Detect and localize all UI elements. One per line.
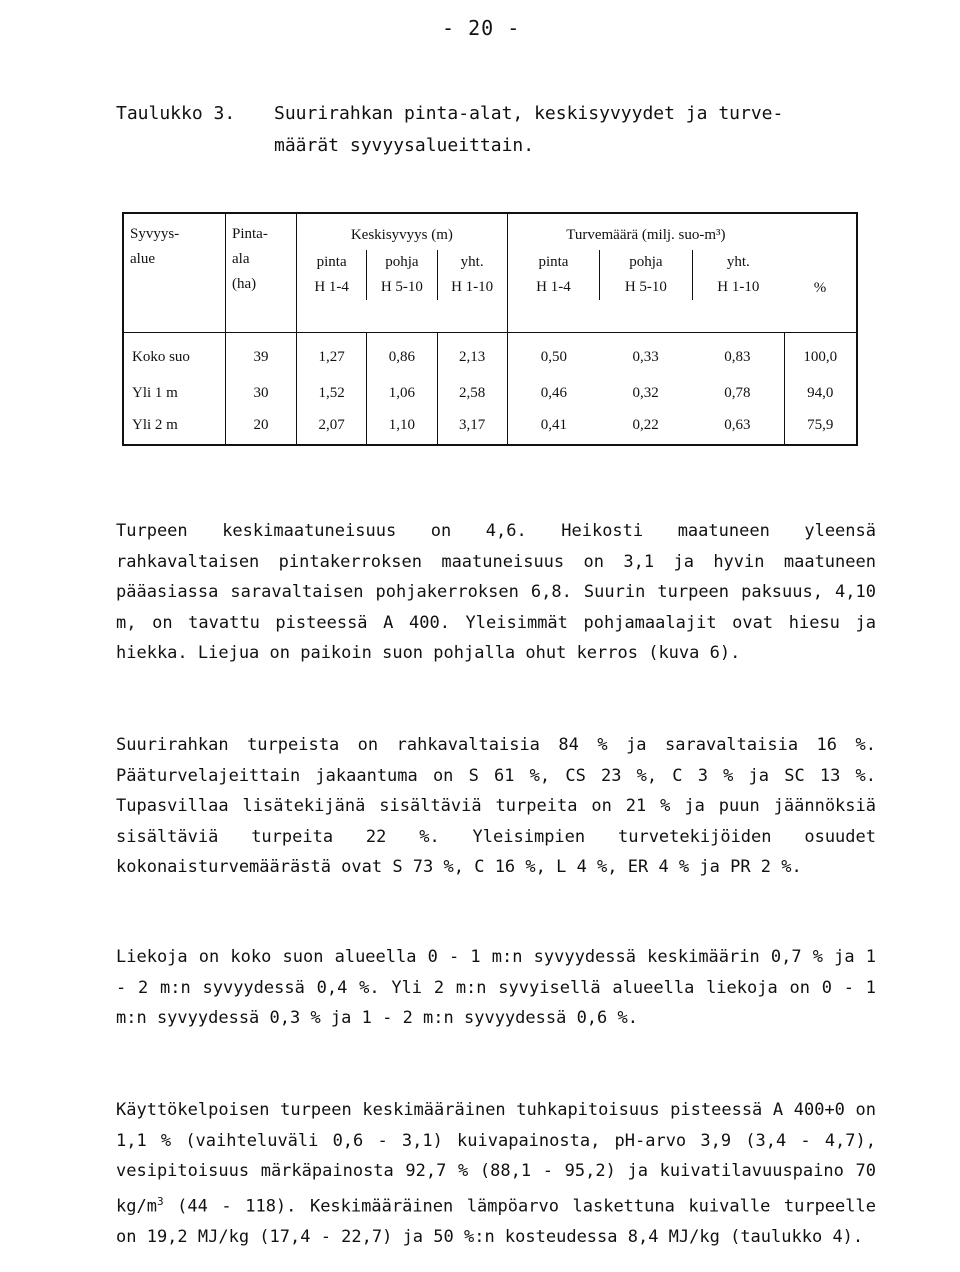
table-row	[123, 333, 857, 380]
table-caption	[116, 98, 783, 162]
properties-text-a: Käyttökelpoisen turpeen keskimääräinen tuhkapitoisuus pisteessä A 400+0 on 1,1 % (vaihteluväli 0,6 - 3,1) kuivapainosta, pH-arvo 3,9 (3,4 - 4,7), vesipitoisuus märkäpainosta 92,7 % (88,1 - 95,2) ja kuivatilavuuspaino 70 kg/m	[116, 1100, 876, 1217]
header-depth-group	[297, 213, 508, 332]
data-table	[122, 212, 858, 446]
paragraph-stumps: Liekoja on koko suon alueella 0 - 1 m:n syvyydessä keskimäärin 0,7 % ja 1 - 2 m:n syvyydessä 0,4 %. Yli 2 m:n syvyisellä alueella liekoja on 0 - 1 m:n syvyydessä 0,3 % ja 1 - 2 m:n syvyydessä 0,6 %.	[116, 947, 876, 1028]
row-label: Yli 1 m	[123, 379, 226, 411]
cell: 1,52	[297, 379, 367, 411]
cell: 2,07	[297, 411, 367, 445]
cell: 75,9	[807, 417, 834, 434]
cell: 0,46	[540, 385, 568, 402]
paragraph-properties	[116, 1095, 876, 1252]
cell: 0,22	[632, 417, 659, 434]
properties-text-b: (44 - 118). Keskimääräinen lämpöarvo laskettuna kuivalle turpeelle on 19,2 MJ/kg (17,4 - 22,7) ja 50 %:n kosteudessa 8,4 MJ/kg (taulukko 4).	[116, 1196, 876, 1247]
header-area-line-1: Syvyys-	[130, 226, 180, 242]
page-number: - 20 -	[442, 16, 521, 40]
row-label: Yli 2 m	[123, 411, 226, 445]
cell: 0,83	[691, 333, 784, 380]
paragraph-peat-types: Suurirahkan turpeista on rahkavaltaisia 84 % ja saravaltaisia 16 %. Pääturvelajeittain jakaantuma on S 61 %, CS 23 %, C 3 % ja SC 13 %. Tupasvillaa lisätekijänä sisältäviä turpeita on 21 % ja puun jäännöksiä sisältäviä turpeita 22 %. Yleisimpien turvetekijöiden osuudet kokonaisturvemäärästä ovat S 73 %, C 16 %, L 4 %, ER 4 % ja PR 2 %.	[116, 735, 876, 877]
header-pinta-ala-line-3: (ha)	[232, 276, 257, 292]
cell: 0,78	[691, 379, 784, 411]
col-depth-bottom: pohja H 5-10	[367, 250, 437, 300]
caption-line-2: määrät syvyysalueittain.	[274, 135, 535, 156]
col-peat-total: yht. H 1-10	[717, 254, 760, 295]
col-peat-bottom: pohja H 5-10	[600, 250, 692, 300]
header-area-line-2: alue	[130, 251, 155, 267]
cell: 94,0	[807, 385, 834, 402]
header-pinta-ala-line-1: Pinta-	[232, 226, 268, 242]
properties-superscript: 3	[156, 1194, 164, 1208]
header-pinta-ala-line-2: ala	[232, 251, 250, 267]
header-pinta-ala	[226, 213, 297, 332]
cell: 0,41	[540, 417, 568, 434]
cell: 0,32	[632, 385, 659, 402]
paragraph-decomposition: Turpeen keskimaatuneisuus on 4,6. Heikosti maatuneen yleensä rahkavaltaisen pintakerroksen maatuneisuus on 3,1 ja hyvin maatuneen pääasiassa saravaltaisen pohjakerroksen 6,8. Suurin turpeen paksuus, 4,10 m, on tavattu pisteessä A 400. Yleisimmät pohjamaalajit ovat hiesu ja hiekka. Liejua on paikoin suon pohjalla ohut kerros (kuva 6).	[116, 521, 876, 663]
table-row	[123, 411, 857, 445]
cell: 30	[226, 379, 297, 411]
cell: 0,50	[540, 349, 568, 365]
cell: 100,0	[803, 349, 838, 365]
header-peat-title: Turvemäärä (milj. suo-m³)	[566, 227, 726, 243]
header-area	[123, 213, 226, 332]
header-peat-group	[507, 213, 784, 332]
caption-line-1: Suurirahkan pinta-alat, keskisyvyydet ja turve-	[274, 103, 784, 124]
header-depth-title: Keskisyvyys (m)	[350, 227, 453, 243]
col-depth-total: yht. H 1-10	[451, 254, 494, 295]
header-percent: %	[813, 279, 827, 296]
cell: 20	[226, 411, 297, 445]
table-header-row	[123, 213, 857, 332]
cell: 1,27	[297, 333, 367, 380]
cell: 2,58	[437, 379, 507, 411]
col-peat-top: pinta H 1-4	[508, 250, 600, 300]
table-row	[123, 379, 857, 411]
cell: 0,86	[367, 333, 437, 380]
cell: 39	[226, 333, 297, 380]
cell: 2,13	[437, 333, 507, 380]
cell: 0,33	[632, 349, 659, 365]
cell: 3,17	[437, 411, 507, 445]
row-label: Koko suo	[123, 333, 226, 380]
caption-label: Taulukko 3.	[116, 103, 236, 124]
cell: 0,63	[691, 411, 784, 445]
cell: 1,10	[367, 411, 437, 445]
cell: 1,06	[367, 379, 437, 411]
col-depth-top: pinta H 1-4	[297, 250, 367, 300]
